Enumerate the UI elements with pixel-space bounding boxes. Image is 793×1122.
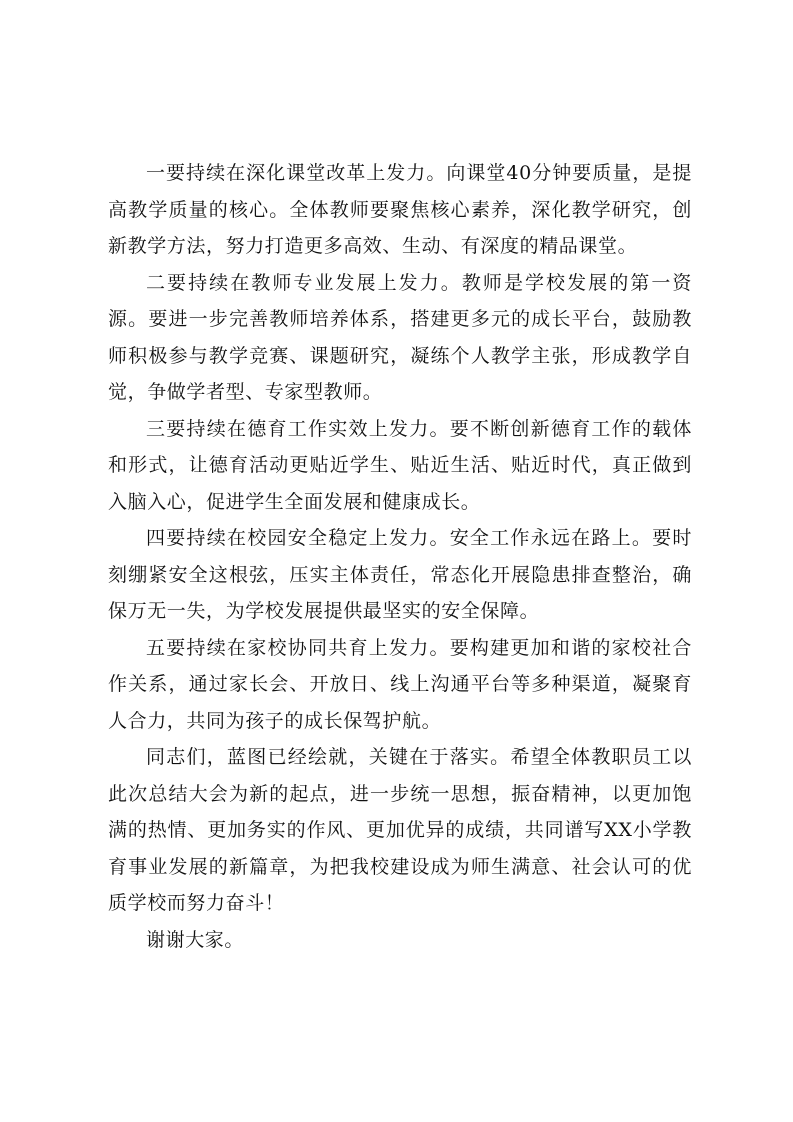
paragraph-moral-education: 三要持续在德育工作实效上发力。要不断创新德育工作的载体和形式，让德育活动更贴近学生、贴近生活、贴近时代，真正做到入脑入心，促进学生全面发展和健康成长。 xyxy=(108,417,692,513)
paragraph-classroom-reform: 一要持续在深化课堂改革上发力。向课堂40分钟要质量，是提高教学质量的核心。全体教师要聚焦核心素养，深化教学研究，创新教学方法，努力打造更多高效、生动、有深度的精品课堂。 xyxy=(108,162,692,257)
paragraph-teacher-development: 二要持续在教师专业发展上发力。教师是学校发展的第一资源。要进一步完善教师培养体系，搭建更多元的成长平台，鼓励教师积极参与教学竞赛、课题研究，凝练个人教学主张，形成教学自觉，争做学者型、专家型教师。 xyxy=(108,271,692,403)
paragraph-home-school-cooperation: 五要持续在家校协同共育上发力。要构建更加和谐的家校社合作关系，通过家长会、开放日、线上沟通平台等多种渠道，凝聚育人合力，共同为孩子的成长保驾护航。 xyxy=(108,636,692,732)
paragraph-closing-appeal: 同志们，蓝图已经绘就，关键在于落实。希望全体教职员工以此次总结大会为新的起点，进一步统一思想，振奋精神，以更加饱满的热情、更加务实的作风、更加优异的成绩，共同谱写XX小学教育事业发展的新篇章，为把我校建设成为师生满意、社会认可的优质学校而努力奋斗！ xyxy=(108,746,692,914)
paragraph-campus-safety: 四要持续在校园安全稳定上发力。安全工作永远在路上。要时刻绷紧安全这根弦，压实主体责任，常态化开展隐患排查整治，确保万无一失，为学校发展提供最坚实的安全保障。 xyxy=(108,527,692,622)
document-body xyxy=(108,155,692,958)
paragraph-thanks: 谢谢大家。 xyxy=(146,928,245,951)
